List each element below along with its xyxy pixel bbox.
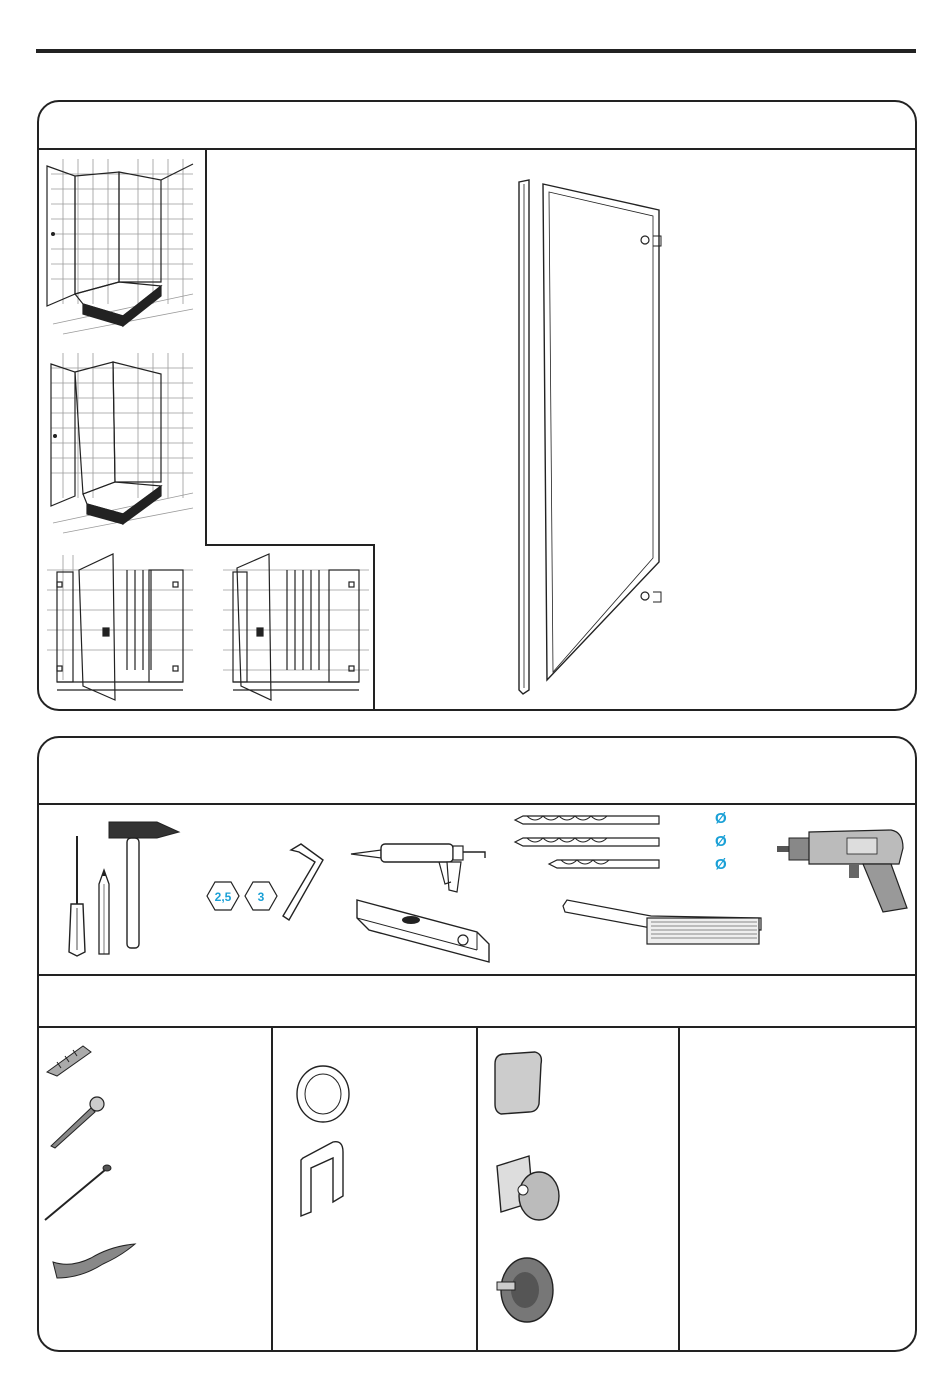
u-clip-icon — [293, 1138, 349, 1218]
overview-header — [39, 102, 915, 148]
wall-profile-illustration — [515, 178, 535, 698]
drill-bit-icon — [513, 812, 665, 874]
wall-plug-icon — [43, 1038, 95, 1078]
hex-key-icon — [205, 834, 325, 922]
top-rule — [36, 49, 916, 53]
hinge-fitting-icon — [493, 1152, 563, 1228]
tools-and-parts-panel — [37, 736, 917, 1352]
drill-diameter-label-3: Ø — [715, 856, 727, 873]
screw-icon — [47, 1094, 107, 1150]
variant-column-divider — [205, 148, 207, 544]
cover-cap-icon — [491, 1050, 545, 1116]
shower-corner-door-right-illustration — [43, 348, 203, 538]
variant-row-divider — [205, 544, 375, 546]
shower-niche-door-illustration — [43, 550, 203, 710]
parts-column-divider-1 — [271, 1026, 273, 1350]
folding-rule-icon — [561, 898, 761, 948]
tools-header-divider — [39, 803, 915, 805]
spirit-level-icon — [353, 896, 493, 966]
seal-strip-icon — [51, 1238, 137, 1280]
parts-column-divider-3 — [678, 1026, 680, 1350]
parts-header — [39, 976, 915, 1026]
overview-header-divider — [39, 148, 915, 150]
shower-niche-door-single-illustration — [219, 550, 379, 710]
overview-panel — [37, 100, 917, 711]
drill-diameter-label-1: Ø — [715, 810, 727, 827]
tools-header — [39, 738, 915, 804]
parts-column-divider-2 — [476, 1026, 478, 1350]
drill-diameter-label-2: Ø — [715, 833, 727, 850]
power-drill-icon — [775, 828, 915, 918]
nail-icon — [43, 1162, 113, 1222]
shower-corner-door-left-illustration — [43, 154, 203, 339]
silicone-gun-icon — [349, 824, 489, 896]
hammer-icon — [107, 818, 181, 952]
glass-door-panel-illustration — [541, 182, 671, 682]
hex-key-size-2: 3 — [257, 890, 265, 904]
hex-key-size-1: 2,5 — [214, 890, 232, 904]
washer-ring-icon — [293, 1064, 353, 1124]
screwdriver-icon — [65, 834, 89, 958]
knob-fitting-icon — [493, 1252, 557, 1326]
